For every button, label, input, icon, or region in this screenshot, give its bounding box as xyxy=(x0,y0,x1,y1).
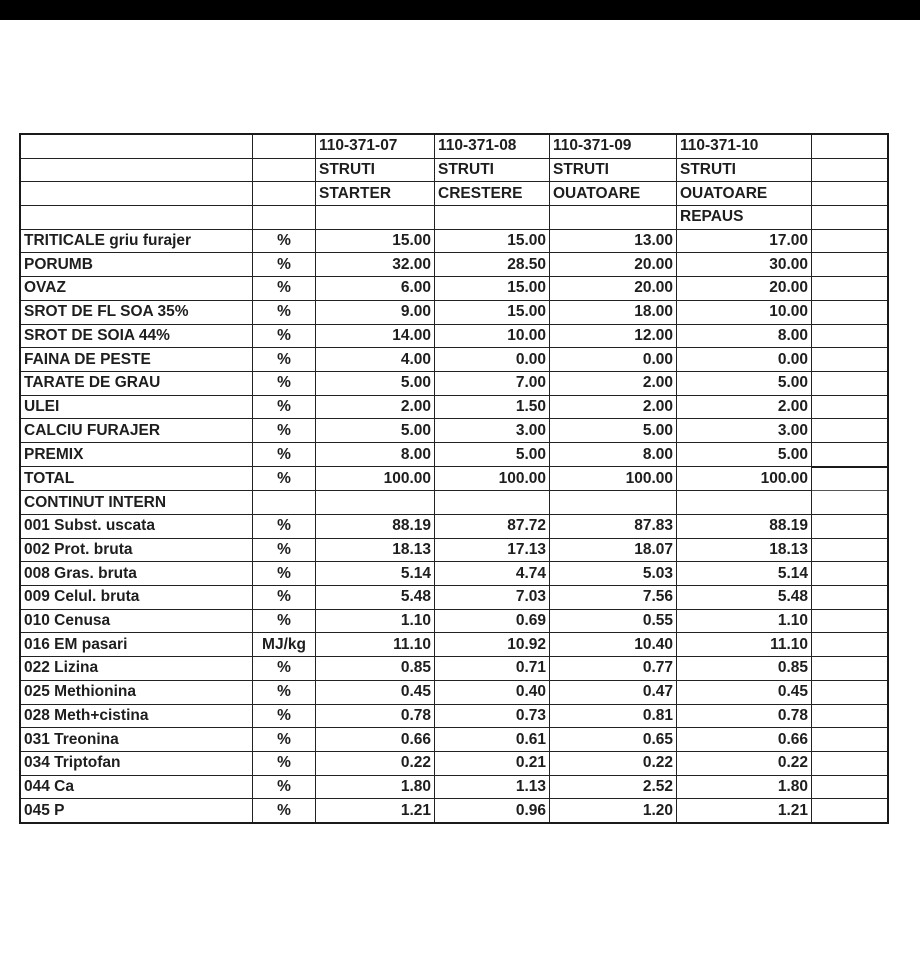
value-cell: 100.00 xyxy=(435,467,550,491)
unit-cell: % xyxy=(253,419,316,443)
unit-cell: % xyxy=(253,751,316,775)
value-cell: 30.00 xyxy=(677,253,812,277)
value-cell: 10.92 xyxy=(435,633,550,657)
nutrient-row xyxy=(20,538,888,562)
empty-cell xyxy=(253,158,316,182)
ingredient-row xyxy=(20,442,888,466)
value-cell: 5.48 xyxy=(316,586,435,610)
value-cell: 88.19 xyxy=(316,515,435,539)
row-label: CALCIU FURAJER xyxy=(20,419,253,443)
unit-cell: % xyxy=(253,657,316,681)
nutrient-row xyxy=(20,680,888,704)
row-label: ULEI xyxy=(20,395,253,419)
ingredient-row xyxy=(20,395,888,419)
column-header-cell xyxy=(550,206,677,230)
row-label: 025 Methionina xyxy=(20,680,253,704)
empty-cell xyxy=(812,562,889,586)
unit-cell: % xyxy=(253,442,316,466)
value-cell: 10.00 xyxy=(677,300,812,324)
value-cell: 18.07 xyxy=(550,538,677,562)
value-cell: 10.00 xyxy=(435,324,550,348)
section-row xyxy=(20,491,888,515)
value-cell: 17.13 xyxy=(435,538,550,562)
column-header-cell: 110-371-10 xyxy=(677,134,812,158)
value-cell: 0.22 xyxy=(316,751,435,775)
value-cell: 0.00 xyxy=(550,348,677,372)
value-cell: 8.00 xyxy=(550,442,677,466)
value-cell: 28.50 xyxy=(435,253,550,277)
row-label: FAINA DE PESTE xyxy=(20,348,253,372)
ingredient-row xyxy=(20,229,888,253)
value-cell: 0.71 xyxy=(435,657,550,681)
value-cell: 0.96 xyxy=(435,799,550,823)
empty-cell xyxy=(812,395,889,419)
value-cell: 1.21 xyxy=(316,799,435,823)
row-label: 028 Meth+cistina xyxy=(20,704,253,728)
empty-cell xyxy=(435,491,550,515)
nutrient-row xyxy=(20,609,888,633)
row-label: 009 Celul. bruta xyxy=(20,586,253,610)
empty-cell xyxy=(550,491,677,515)
value-cell: 1.80 xyxy=(677,775,812,799)
unit-cell: MJ/kg xyxy=(253,633,316,657)
value-cell: 0.61 xyxy=(435,728,550,752)
row-label: 031 Treonina xyxy=(20,728,253,752)
empty-cell xyxy=(812,775,889,799)
nutrient-row xyxy=(20,799,888,823)
row-label: 022 Lizina xyxy=(20,657,253,681)
empty-cell xyxy=(812,419,889,443)
value-cell: 13.00 xyxy=(550,229,677,253)
value-cell: 1.10 xyxy=(316,609,435,633)
value-cell: 5.14 xyxy=(316,562,435,586)
row-label: PORUMB xyxy=(20,253,253,277)
value-cell: 5.14 xyxy=(677,562,812,586)
value-cell: 0.78 xyxy=(677,704,812,728)
value-cell: 1.21 xyxy=(677,799,812,823)
empty-cell xyxy=(812,633,889,657)
unit-cell: % xyxy=(253,775,316,799)
unit-cell: % xyxy=(253,467,316,491)
value-cell: 12.00 xyxy=(550,324,677,348)
value-cell: 1.50 xyxy=(435,395,550,419)
value-cell: 0.81 xyxy=(550,704,677,728)
unit-cell: % xyxy=(253,395,316,419)
column-header-cell: STRUTI xyxy=(550,158,677,182)
value-cell: 0.66 xyxy=(677,728,812,752)
value-cell: 20.00 xyxy=(550,253,677,277)
column-header-cell: STRUTI xyxy=(435,158,550,182)
value-cell: 0.73 xyxy=(435,704,550,728)
nutrient-row xyxy=(20,704,888,728)
value-cell: 5.00 xyxy=(316,371,435,395)
column-header-cell: STRUTI xyxy=(677,158,812,182)
row-label: 044 Ca xyxy=(20,775,253,799)
ingredient-row xyxy=(20,253,888,277)
empty-cell xyxy=(812,158,889,182)
value-cell: 5.03 xyxy=(550,562,677,586)
value-cell: 18.13 xyxy=(316,538,435,562)
nutrient-row xyxy=(20,633,888,657)
unit-cell: % xyxy=(253,680,316,704)
empty-cell xyxy=(20,182,253,206)
empty-cell xyxy=(677,491,812,515)
value-cell: 8.00 xyxy=(677,324,812,348)
column-header-cell xyxy=(316,206,435,230)
row-label: TOTAL xyxy=(20,467,253,491)
row-label: TRITICALE griu furajer xyxy=(20,229,253,253)
empty-cell xyxy=(812,799,889,823)
value-cell: 0.85 xyxy=(316,657,435,681)
value-cell: 0.85 xyxy=(677,657,812,681)
value-cell: 5.00 xyxy=(316,419,435,443)
row-label: 034 Triptofan xyxy=(20,751,253,775)
value-cell: 0.77 xyxy=(550,657,677,681)
row-label: 002 Prot. bruta xyxy=(20,538,253,562)
empty-cell xyxy=(253,206,316,230)
value-cell: 3.00 xyxy=(677,419,812,443)
total-row xyxy=(20,467,888,491)
value-cell: 0.00 xyxy=(435,348,550,372)
row-label: 008 Gras. bruta xyxy=(20,562,253,586)
empty-cell xyxy=(812,371,889,395)
value-cell: 2.52 xyxy=(550,775,677,799)
header-row xyxy=(20,182,888,206)
value-cell: 88.19 xyxy=(677,515,812,539)
value-cell: 5.00 xyxy=(550,419,677,443)
nutrient-row xyxy=(20,751,888,775)
value-cell: 32.00 xyxy=(316,253,435,277)
top-black-bar xyxy=(0,0,920,20)
empty-cell xyxy=(20,134,253,158)
value-cell: 0.45 xyxy=(677,680,812,704)
empty-cell xyxy=(20,158,253,182)
empty-cell xyxy=(316,491,435,515)
empty-cell xyxy=(812,348,889,372)
nutrient-row xyxy=(20,657,888,681)
value-cell: 2.00 xyxy=(550,395,677,419)
value-cell: 2.00 xyxy=(677,395,812,419)
value-cell: 15.00 xyxy=(435,300,550,324)
value-cell: 87.83 xyxy=(550,515,677,539)
header-row xyxy=(20,206,888,230)
value-cell: 4.74 xyxy=(435,562,550,586)
ingredient-row xyxy=(20,277,888,301)
unit-cell: % xyxy=(253,371,316,395)
value-cell: 0.22 xyxy=(550,751,677,775)
header-row xyxy=(20,158,888,182)
unit-cell: % xyxy=(253,586,316,610)
value-cell: 10.40 xyxy=(550,633,677,657)
empty-cell xyxy=(812,751,889,775)
empty-cell xyxy=(812,277,889,301)
empty-cell xyxy=(812,657,889,681)
nutrient-row xyxy=(20,728,888,752)
value-cell: 0.66 xyxy=(316,728,435,752)
value-cell: 11.10 xyxy=(677,633,812,657)
row-label: 045 P xyxy=(20,799,253,823)
empty-cell xyxy=(253,491,316,515)
nutrient-row xyxy=(20,515,888,539)
empty-cell xyxy=(20,206,253,230)
unit-cell: % xyxy=(253,324,316,348)
empty-cell xyxy=(812,609,889,633)
value-cell: 5.00 xyxy=(435,442,550,466)
empty-cell xyxy=(812,515,889,539)
column-header-cell: REPAUS xyxy=(677,206,812,230)
nutrient-row xyxy=(20,775,888,799)
empty-cell xyxy=(812,442,889,466)
column-header-cell: 110-371-08 xyxy=(435,134,550,158)
empty-cell xyxy=(812,467,889,491)
value-cell: 2.00 xyxy=(316,395,435,419)
column-header-cell: STARTER xyxy=(316,182,435,206)
empty-cell xyxy=(812,704,889,728)
value-cell: 7.56 xyxy=(550,586,677,610)
value-cell: 15.00 xyxy=(435,277,550,301)
value-cell: 0.69 xyxy=(435,609,550,633)
column-header-cell: OUATOARE xyxy=(550,182,677,206)
unit-cell: % xyxy=(253,277,316,301)
row-label: TARATE DE GRAU xyxy=(20,371,253,395)
empty-cell xyxy=(812,300,889,324)
feed-formula-table xyxy=(19,133,889,824)
unit-cell: % xyxy=(253,728,316,752)
value-cell: 15.00 xyxy=(316,229,435,253)
row-label: PREMIX xyxy=(20,442,253,466)
value-cell: 0.21 xyxy=(435,751,550,775)
value-cell: 0.00 xyxy=(677,348,812,372)
value-cell: 8.00 xyxy=(316,442,435,466)
unit-cell: % xyxy=(253,229,316,253)
nutrient-row xyxy=(20,586,888,610)
empty-cell xyxy=(812,491,889,515)
value-cell: 0.22 xyxy=(677,751,812,775)
value-cell: 20.00 xyxy=(677,277,812,301)
row-label: 016 EM pasari xyxy=(20,633,253,657)
value-cell: 18.00 xyxy=(550,300,677,324)
unit-cell: % xyxy=(253,515,316,539)
row-label: 010 Cenusa xyxy=(20,609,253,633)
unit-cell: % xyxy=(253,348,316,372)
value-cell: 0.47 xyxy=(550,680,677,704)
value-cell: 0.40 xyxy=(435,680,550,704)
unit-cell: % xyxy=(253,799,316,823)
value-cell: 4.00 xyxy=(316,348,435,372)
column-header-cell: 110-371-07 xyxy=(316,134,435,158)
empty-cell xyxy=(812,680,889,704)
row-label: SROT DE SOIA 44% xyxy=(20,324,253,348)
ingredient-row xyxy=(20,324,888,348)
value-cell: 5.00 xyxy=(677,371,812,395)
unit-cell: % xyxy=(253,300,316,324)
value-cell: 87.72 xyxy=(435,515,550,539)
value-cell: 9.00 xyxy=(316,300,435,324)
value-cell: 7.00 xyxy=(435,371,550,395)
unit-cell: % xyxy=(253,253,316,277)
empty-cell xyxy=(253,134,316,158)
empty-cell xyxy=(812,182,889,206)
value-cell: 17.00 xyxy=(677,229,812,253)
empty-cell xyxy=(812,206,889,230)
value-cell: 1.20 xyxy=(550,799,677,823)
ingredient-row xyxy=(20,419,888,443)
nutrient-row xyxy=(20,562,888,586)
unit-cell: % xyxy=(253,538,316,562)
unit-cell: % xyxy=(253,609,316,633)
empty-cell xyxy=(812,134,889,158)
value-cell: 2.00 xyxy=(550,371,677,395)
value-cell: 0.65 xyxy=(550,728,677,752)
value-cell: 1.13 xyxy=(435,775,550,799)
value-cell: 5.00 xyxy=(677,442,812,466)
column-header-cell: CRESTERE xyxy=(435,182,550,206)
unit-cell: % xyxy=(253,562,316,586)
empty-cell xyxy=(812,229,889,253)
empty-cell xyxy=(253,182,316,206)
value-cell: 20.00 xyxy=(550,277,677,301)
column-header-cell: 110-371-09 xyxy=(550,134,677,158)
row-label: OVAZ xyxy=(20,277,253,301)
column-header-cell: OUATOARE xyxy=(677,182,812,206)
ingredient-row xyxy=(20,300,888,324)
empty-cell xyxy=(812,728,889,752)
ingredient-row xyxy=(20,371,888,395)
column-header-cell: STRUTI xyxy=(316,158,435,182)
value-cell: 18.13 xyxy=(677,538,812,562)
value-cell: 100.00 xyxy=(550,467,677,491)
value-cell: 14.00 xyxy=(316,324,435,348)
value-cell: 7.03 xyxy=(435,586,550,610)
column-header-cell xyxy=(435,206,550,230)
value-cell: 100.00 xyxy=(677,467,812,491)
value-cell: 11.10 xyxy=(316,633,435,657)
value-cell: 15.00 xyxy=(435,229,550,253)
value-cell: 0.55 xyxy=(550,609,677,633)
value-cell: 0.45 xyxy=(316,680,435,704)
empty-cell xyxy=(812,586,889,610)
value-cell: 1.10 xyxy=(677,609,812,633)
empty-cell xyxy=(812,538,889,562)
section-label: CONTINUT INTERN xyxy=(20,491,253,515)
unit-cell: % xyxy=(253,704,316,728)
empty-cell xyxy=(812,324,889,348)
header-row xyxy=(20,134,888,158)
value-cell: 6.00 xyxy=(316,277,435,301)
value-cell: 100.00 xyxy=(316,467,435,491)
ingredient-row xyxy=(20,348,888,372)
value-cell: 0.78 xyxy=(316,704,435,728)
value-cell: 3.00 xyxy=(435,419,550,443)
value-cell: 5.48 xyxy=(677,586,812,610)
empty-cell xyxy=(812,253,889,277)
value-cell: 1.80 xyxy=(316,775,435,799)
row-label: 001 Subst. uscata xyxy=(20,515,253,539)
row-label: SROT DE FL SOA 35% xyxy=(20,300,253,324)
